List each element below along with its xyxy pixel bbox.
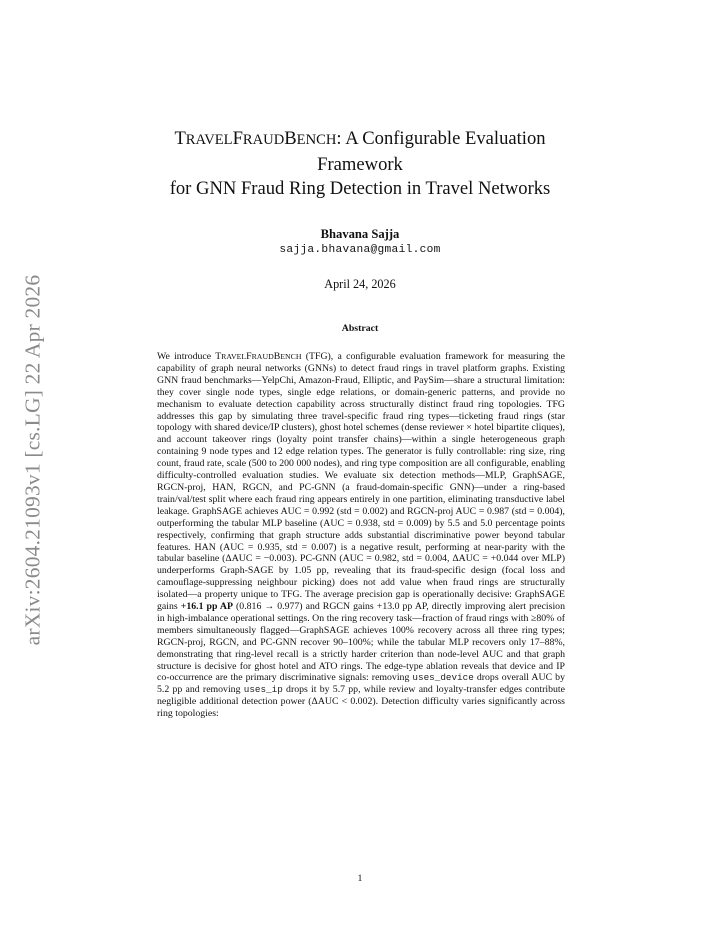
author-email: sajja.bhavana@gmail.com bbox=[279, 244, 441, 256]
page-number: 1 bbox=[357, 873, 363, 884]
title-line-1 bbox=[130, 127, 590, 153]
abstract-body bbox=[157, 351, 565, 720]
abstract-smallcaps: F bbox=[246, 351, 252, 362]
title-smallcaps-initial: T bbox=[174, 128, 186, 149]
title-smallcaps-rest: RAVEL bbox=[185, 132, 233, 148]
abstract-smallcaps: ENCH bbox=[280, 352, 302, 361]
abstract-text: We introduce bbox=[157, 351, 216, 362]
abstract-code: uses_ip bbox=[243, 684, 283, 696]
title-smallcaps-initial: B bbox=[284, 128, 297, 149]
author-name: Bhavana Sajja bbox=[320, 227, 400, 241]
title-line-3: for GNN Fraud Ring Detection in Travel Networks bbox=[169, 178, 551, 199]
abstract-smallcaps: T bbox=[215, 351, 222, 362]
abstract-smallcaps: RAVEL bbox=[221, 352, 247, 361]
abstract-text: (0.816 → 0.977) and RGCN gains +13.0 pp AP, directly improving alert precision in high-imbalance operational settings. On the ring recovery task—fraction of fraud rings with ≥80% of members simultaneously flagged—GraphSAGE achieves 100% recovery across all three ring types; RGCN-proj, RGCN, and PC-GNN recover 90–100%; while the tabular MLP recovers only 17–88%, demonstrating that ring-level recall is a strictly harder criterion than node-level AUC and that graph structure is decisive for ghost hotel and ATO rings. The edge-type ablation reveals that device and IP co-occurrence are the primary discriminative signals: removing bbox=[157, 601, 565, 684]
title-line-2: Framework bbox=[317, 153, 403, 175]
abstract-smallcaps: B bbox=[273, 351, 281, 362]
abstract-text: (TFG), a configurable evaluation framework for measuring the capability of graph neural networks (GNNs) to detect fraud rings in travel platform graphs. Existing GNN fraud benchmarks—YelpChi, Amazon-Fraud, Elliptic, and PaySim—share a structural limitation: they cover single node types, single edge relations, or domain-generic patterns, and provide no mechanism to evaluate detection capability across structurally distinct fraud ring topologies. TFG addresses this gap by simulating three travel-specific fraud ring types—ticketing fraud rings (star topology with shared device/IP clusters), ghost hotel schemes (dense reviewer × hotel bipartite cliques), and account takeover rings (loyalty point transfer chains)—within a single heterogeneous graph containing 9 node types and 12 edge relation types. The generator is fully controllable: ring size, ring count, fraud rate, scale (500 to 200 000 nodes), and ring type composition are all configurable, enabling difficulty-controlled evaluation studies. We evaluate six detection methods—MLP, GraphSAGE, RGCN-proj, HAN, RGCN, and PC-GNN (a fraud-domain-specific GNN)—under a ring-based train/val/test split where each fraud ring appears entirely in one partition, eliminating transductive label leakage. GraphSAGE achieves AUC = 0.992 (std = 0.002) and RGCN-proj AUC = 0.987 (std = 0.004), outperforming the tabular MLP baseline (AUC = 0.938, std = 0.009) by 5.5 and 5.0 percentage points respectively, confirming that graph structure adds substantial discriminative power beyond tabular features. HAN (AUC = 0.935, std = 0.007) is a negative result, performing at near-parity with the tabular baseline (ΔAUC = −0.003). PC-GNN (AUC = 0.982, std = 0.004, ΔAUC = +0.044 over MLP) underperforms Graph-SAGE by 1.05 pp, revealing that its fraud-specific design (focal loss and camouflage-suppressing neighbour picking) does not add value when fraud rings are structurally isolated—a property unique to TFG. The average precision gap is operationally decisive: GraphSAGE gains bbox=[157, 351, 565, 613]
arxiv-identifier-text: arXiv:2604.21093v1 [cs.LG] 22 Apr 2026 bbox=[20, 274, 45, 646]
abstract-bold-text: +16.1 pp AP bbox=[180, 601, 233, 613]
abstract-text: drops it by 5.7 pp, while review and loyalty-transfer edges contribute negligible additional detection power (ΔAUC < 0.002). Detection difficulty varies significantly across ring topologies: bbox=[157, 684, 565, 720]
title-smallcaps-rest: RAUD bbox=[242, 132, 285, 148]
abstract-heading: Abstract bbox=[341, 323, 379, 334]
abstract-smallcaps: RAUD bbox=[251, 352, 274, 361]
abstract-text: drops overall AUC by 5.2 pp and removing bbox=[157, 672, 565, 696]
title-line-1-text: : A Configurable Evaluation bbox=[336, 128, 546, 149]
title-smallcaps-initial: F bbox=[232, 128, 243, 149]
abstract-code: uses_device bbox=[412, 672, 474, 684]
publication-date: April 24, 2026 bbox=[324, 277, 396, 291]
title-smallcaps-rest: ENCH bbox=[296, 132, 337, 148]
paper-title bbox=[130, 127, 590, 202]
